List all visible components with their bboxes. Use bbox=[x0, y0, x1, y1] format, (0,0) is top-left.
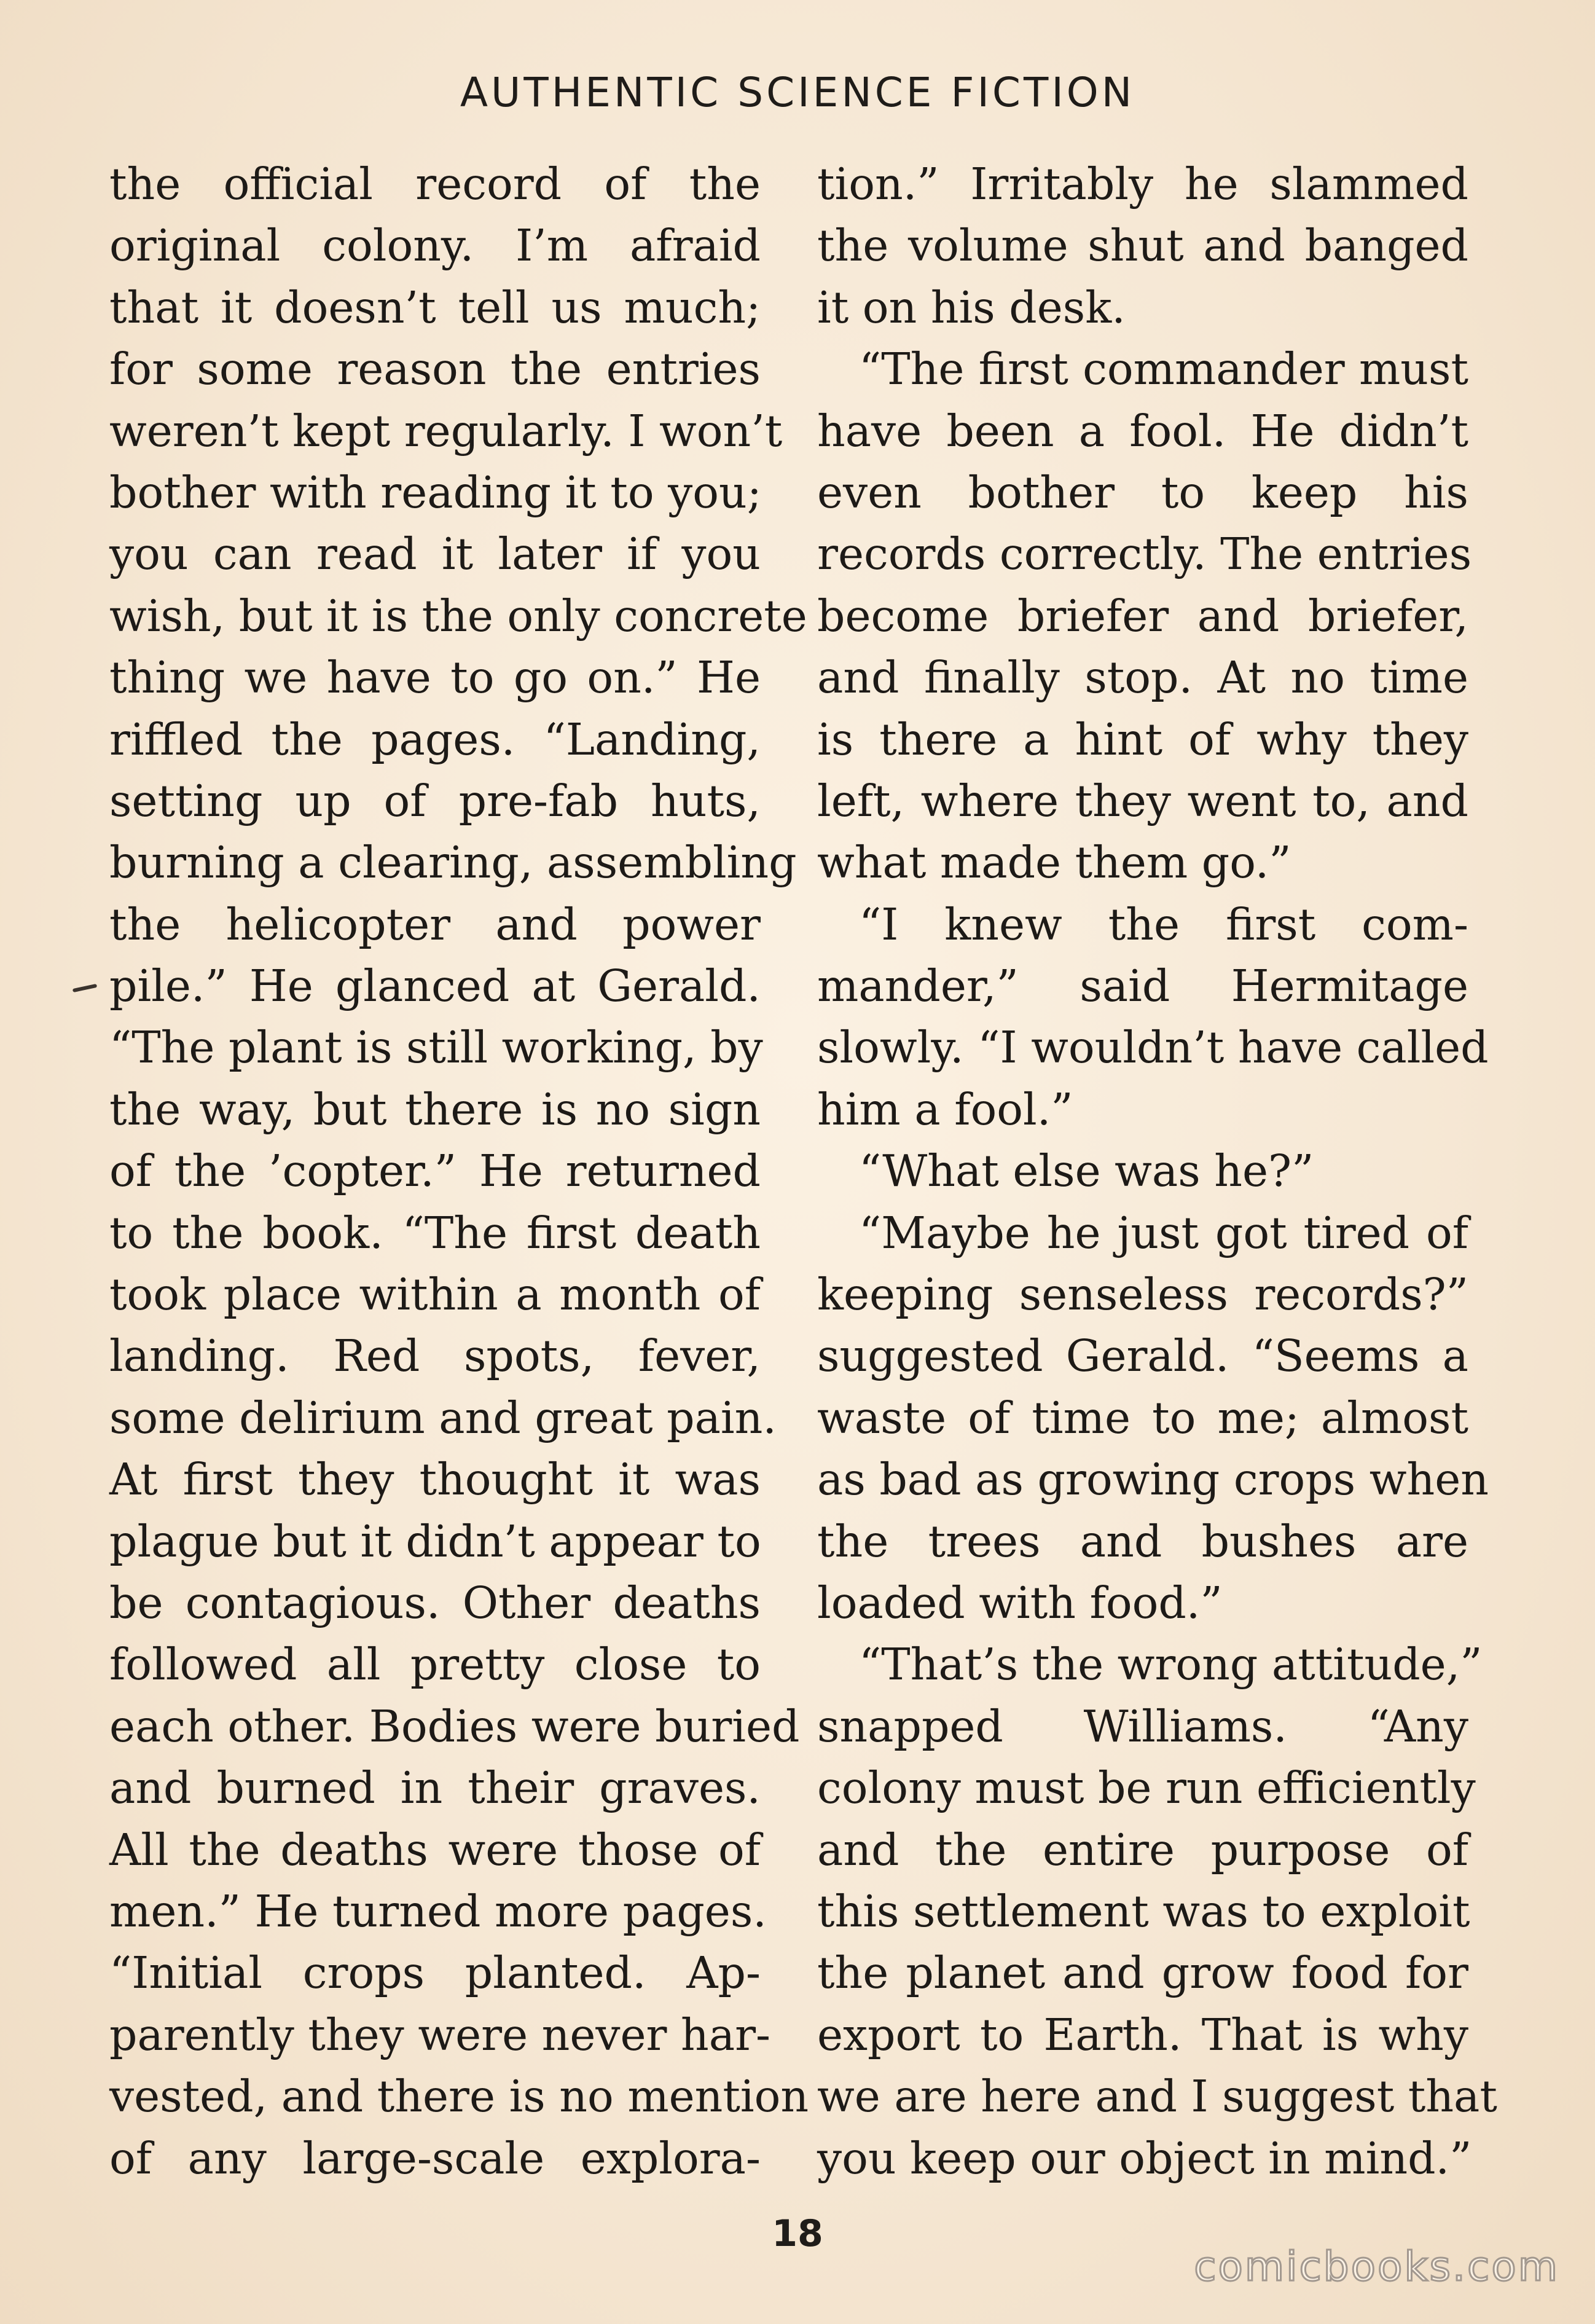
text-line: and finally stop. At no time bbox=[817, 652, 1468, 704]
text-line: and burned in their graves. bbox=[109, 1762, 761, 1814]
text-line: setting up of pre-fab huts, bbox=[109, 775, 761, 826]
text-line: tion.” Irritably he slammed bbox=[817, 159, 1468, 210]
text-line: weren’t kept regularly. I won’t bbox=[109, 405, 783, 457]
text-line: of any large-scale explora- bbox=[109, 2132, 761, 2184]
text-line: the official record of the bbox=[109, 159, 761, 210]
text-line: what made them go.” bbox=[817, 837, 1291, 889]
text-line: the volume shut and banged bbox=[817, 220, 1468, 272]
watermark: comicbooks.com bbox=[1194, 2243, 1559, 2290]
text-line: followed all pretty close to bbox=[109, 1639, 761, 1690]
text-line: “Maybe he just got tired of bbox=[859, 1207, 1468, 1258]
text-line: parently they were never har- bbox=[109, 2009, 771, 2060]
text-line: to the book. “The first death bbox=[109, 1207, 761, 1258]
text-line: is there a hint of why they bbox=[817, 713, 1468, 765]
text-line: the trees and bushes are bbox=[817, 1515, 1468, 1567]
text-line: the helicopter and power bbox=[109, 898, 761, 950]
text-line: snapped Williams. “Any bbox=[817, 1700, 1468, 1752]
text-line: original colony. I’m afraid bbox=[109, 220, 761, 272]
text-line: left, where they went to, and bbox=[817, 775, 1468, 826]
right-text-column bbox=[817, 154, 1497, 2189]
text-line: keeping senseless records?” bbox=[817, 1269, 1468, 1321]
text-line: bother with reading it to you; bbox=[109, 466, 762, 518]
text-line: colony must be run efficiently bbox=[817, 1762, 1476, 1814]
text-line: for some reason the entries bbox=[109, 343, 761, 395]
left-text-column bbox=[109, 154, 809, 2189]
text-line: men.” He turned more pages. bbox=[109, 1885, 767, 1937]
margin-pencil-mark bbox=[72, 984, 97, 992]
text-line: him a fool.” bbox=[817, 1083, 1073, 1135]
text-line: thing we have to go on.” He bbox=[109, 652, 761, 704]
text-line: some delirium and great pain. bbox=[109, 1392, 777, 1443]
text-line: export to Earth. That is why bbox=[817, 2009, 1468, 2060]
text-line: took place within a month of bbox=[109, 1269, 761, 1321]
text-line: “I knew the first com- bbox=[859, 898, 1468, 950]
text-line: plague but it didn’t appear to bbox=[109, 1515, 761, 1567]
text-line: we are here and I suggest that bbox=[817, 2071, 1497, 2122]
page-number: 18 bbox=[772, 2212, 823, 2255]
text-line: suggested Gerald. “Seems a bbox=[817, 1330, 1468, 1382]
text-line: vested, and there is no mention bbox=[109, 2071, 809, 2122]
text-line: mander,” said Hermitage bbox=[817, 960, 1468, 1012]
text-line: that it doesn’t tell us much; bbox=[109, 281, 761, 333]
text-line: At first they thought it was bbox=[109, 1454, 761, 1505]
text-line: and the entire purpose of bbox=[817, 1824, 1468, 1875]
text-line: “What else was he?” bbox=[859, 1145, 1314, 1197]
running-head: AUTHENTIC SCIENCE FICTION bbox=[460, 69, 1135, 116]
text-line: “That’s the wrong attitude,” bbox=[859, 1639, 1483, 1690]
text-line: have been a fool. He didn’t bbox=[817, 405, 1468, 457]
text-line: the way, but there is no sign bbox=[109, 1083, 761, 1135]
text-line: slowly. “I wouldn’t have called bbox=[817, 1022, 1489, 1074]
text-line: even bother to keep his bbox=[817, 466, 1468, 518]
text-line: the planet and grow food for bbox=[817, 1947, 1468, 1999]
text-line: waste of time to me; almost bbox=[817, 1392, 1468, 1443]
text-line: be contagious. Other deaths bbox=[109, 1577, 761, 1628]
text-line: loaded with food.” bbox=[817, 1577, 1223, 1628]
text-line: riffled the pages. “Landing, bbox=[109, 713, 761, 765]
text-line: as bad as growing crops when bbox=[817, 1454, 1489, 1505]
text-line: “Initial crops planted. Ap- bbox=[109, 1947, 761, 1999]
text-line: you keep our object in mind.” bbox=[817, 2132, 1472, 2184]
text-line: All the deaths were those of bbox=[109, 1824, 761, 1875]
text-line: become briefer and briefer, bbox=[817, 590, 1468, 642]
text-line: it on his desk. bbox=[817, 281, 1126, 333]
text-line: you can read it later if you bbox=[109, 528, 761, 580]
text-line: records correctly. The entries bbox=[817, 528, 1472, 580]
text-line: of the ’copter.” He returned bbox=[109, 1145, 761, 1197]
text-line: burning a clearing, assembling bbox=[109, 837, 797, 889]
text-line: this settlement was to exploit bbox=[817, 1885, 1470, 1937]
text-line: each other. Bodies were buried bbox=[109, 1700, 800, 1752]
text-line: landing. Red spots, fever, bbox=[109, 1330, 761, 1382]
text-line: “The first commander must bbox=[859, 343, 1468, 395]
text-line: “The plant is still working, by bbox=[109, 1022, 763, 1074]
text-line: pile.” He glanced at Gerald. bbox=[109, 960, 761, 1012]
text-line: wish, but it is the only concrete bbox=[109, 590, 807, 642]
